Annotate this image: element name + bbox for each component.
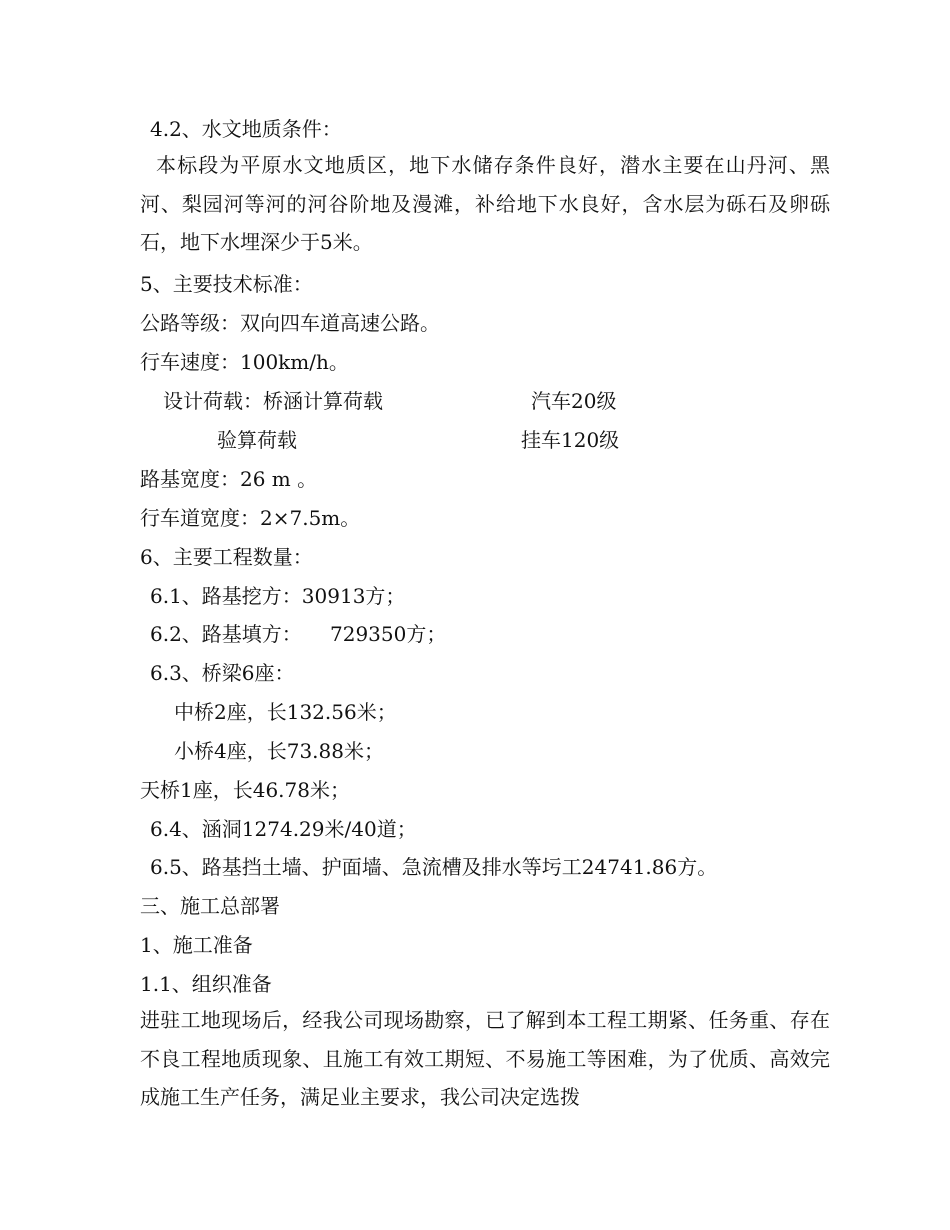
section-1-1-heading: 1.1、组织准备 [140,972,272,996]
small-bridge-line: 小桥4座，长73.88米； [174,739,384,763]
subgrade-width-line: 路基宽度：26 m 。 [140,467,318,491]
section-6-heading: 6、主要工程数量： [140,545,313,569]
design-load-label: 设计荷载：桥涵计算荷载 [163,389,383,413]
item-6-1: 6.1、路基挖方：30913方； [150,584,406,608]
check-load-label: 验算荷载 [217,428,297,452]
item-6-3: 6.3、桥梁6座： [150,661,295,685]
design-load-value: 汽车20级 [531,389,617,413]
item-6-5: 6.5、路基挡土墙、护面墙、急流槽及排水等圬工24741.86方。 [150,855,718,879]
section-4-2-heading: 4.2、水文地质条件： [150,117,342,141]
mid-bridge-line: 中桥2座，长132.56米； [174,700,397,724]
item-6-2-value: 729350方； [330,622,447,646]
chapter-3-heading: 三、施工总部署 [140,894,280,918]
section-5-heading: 5、主要技术标准： [140,272,313,296]
section-1-heading: 1、施工准备 [140,933,253,957]
speed-line: 行车速度：100km/h。 [140,350,349,374]
item-6-2-label: 6.2、路基填方： [150,622,302,646]
section-4-2-paragraph: 本标段为平原水文地质区，地下水储存条件良好，潜水主要在山丹河、黑河、梨园河等河的河谷阶地及漫滩，补给地下水良好，含水层为砾石及卵砾石，地下水埋深少于5米。 [140,153,830,255]
check-load-value: 挂车120级 [521,428,620,452]
lane-width-line: 行车道宽度：2×7.5m。 [140,506,361,530]
sky-bridge-line: 天桥1座，长46.78米； [140,778,350,802]
road-grade-line: 公路等级：双向四车道高速公路。 [140,311,440,335]
section-1-1-paragraph: 进驻工地现场后，经我公司现场勘察，已了解到本工程工期紧、任务重、存在不良工程地质现象、且施工有效工期短、不易施工等困难，为了优质、高效完成施工生产任务，满足业主要求，我公司决定选拨 [140,1008,830,1110]
item-6-4: 6.4、涵洞1274.29米/40道； [150,817,417,841]
